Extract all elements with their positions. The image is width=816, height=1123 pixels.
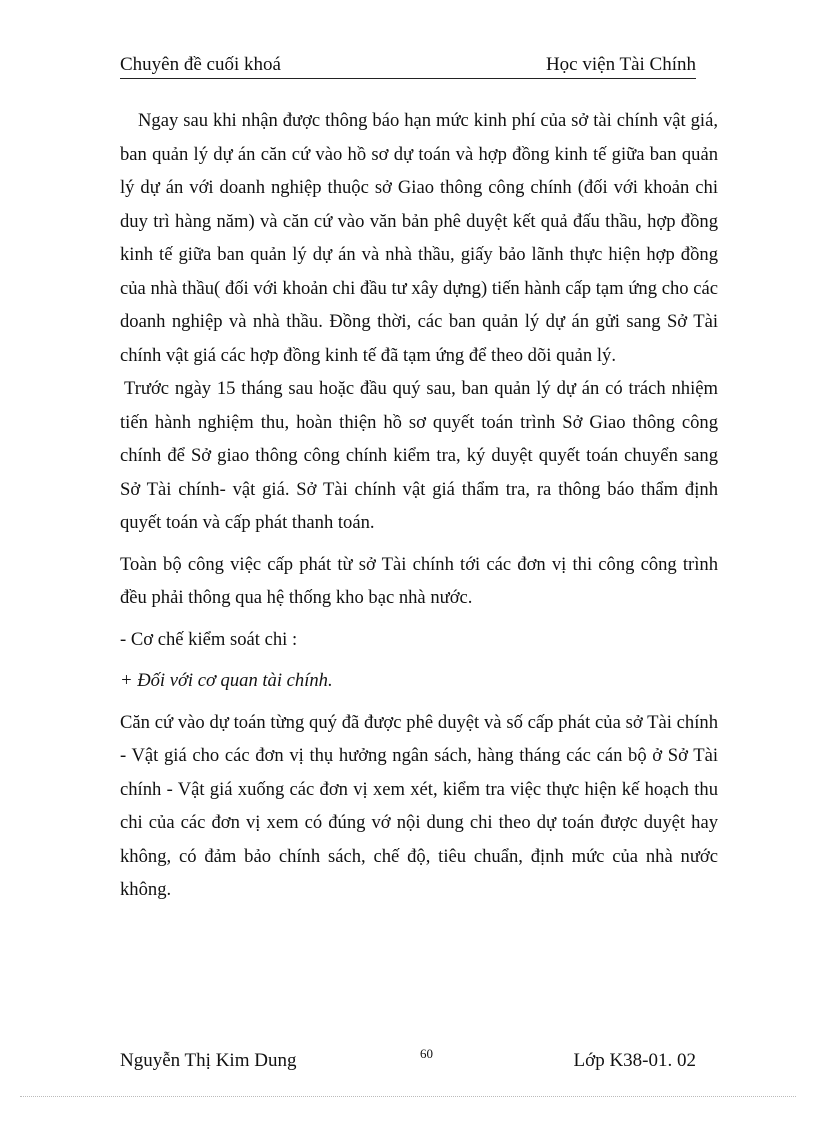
page-header [120, 52, 696, 79]
paragraph-finance-agency: + Đối với cơ quan tài chính. [120, 670, 333, 691]
header-topic: Chuyên đề cuối khoá [120, 54, 281, 75]
paragraph-treasury: Toàn bộ công việc cấp phát từ sở Tài chính tới các đơn vị thi công công trình đều phải thông qua hệ thống kho bạc nhà nước. [120, 553, 718, 608]
paragraph-control-mechanism: - Cơ chế kiểm soát chi : [120, 628, 298, 650]
paragraph-inspection: Căn cứ vào dự toán từng quý đã được phê duyệt và số cấp phát của sở Tài chính - Vật giá cho các đơn vị thụ hưởng ngân sách, hàng tháng các cán bộ ở Sở Tài chính - Vật giá xuống các đơn vị xem xét, kiểm tra việc thực hiện kế hoạch thu chi của các đơn vị xem có đúng vớ nội dung chi theo dự toán được duyệt hay không, có đảm bảo chính sách, chế độ, tiêu chuẩn, định mức của nhà nước không. [120, 711, 718, 900]
document-body [120, 104, 718, 907]
header-institution: Học viện Tài Chính [545, 54, 696, 75]
paragraph-advance-payment: Ngay sau khi nhận được thông báo hạn mức kinh phí của sở tài chính vật giá, ban quản lý dự án căn cứ vào hồ sơ dự toán và hợp đồng kinh tế giữa ban quản lý dự án với doanh nghiệp thuộc sở Giao thông công chính (đối với khoản chi duy trì hàng năm) và căn cứ vào văn bản phê duyệt kết quả đấu thầu, hợp đồng kinh tế giữa ban quản lý dự án và nhà thầu, giấy bảo lãnh thực hiện hợp đồng của nhà thầu( đối với khoản chi đầu tư xây dựng) tiến hành cấp tạm ứng cho các doanh nghiệp và nhà thầu. Đồng thời, các ban quản lý dự án gửi sang Sở Tài chính vật giá các hợp đồng kinh tế đã tạm ứng để theo dõi quản lý. [120, 110, 718, 366]
page-bottom-divider [20, 1096, 796, 1097]
page-number: 60 [420, 1046, 433, 1061]
footer-author: Nguyễn Thị Kim Dung [120, 1050, 297, 1071]
paragraph-settlement: Trước ngày 15 tháng sau hoặc đầu quý sau, ban quản lý dự án có trách nhiệm tiến hành nghiệm thu, hoàn thiện hồ sơ quyết toán trình Sở Giao thông công chính để Sở giao thông công chính kiểm tra, ký duyệt quyết toán chuyển sang Sở Tài chính- vật giá. Sở Tài chính vật giá thẩm tra, ra thông báo thẩm định quyết toán và cấp phát thanh toán. [120, 378, 718, 533]
footer-class: Lớp K38-01. 02 [573, 1050, 696, 1071]
